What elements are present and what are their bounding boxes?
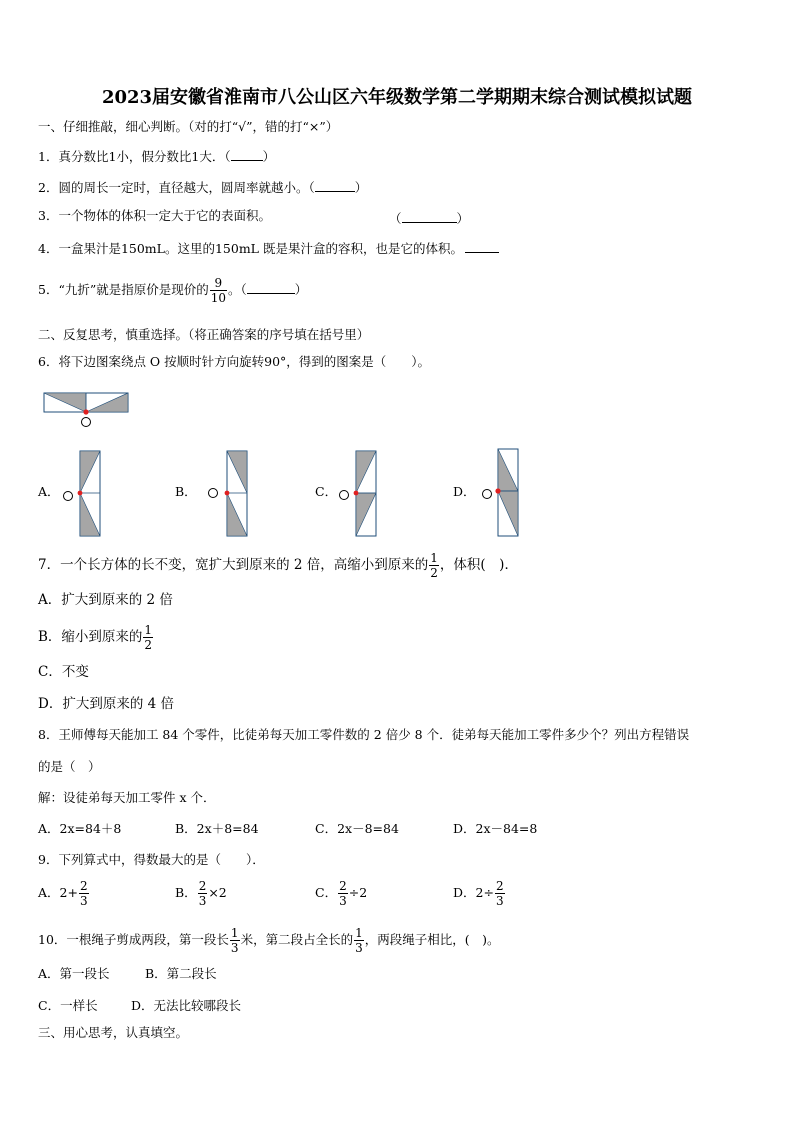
question-8-solution: 解：设徒弟每天加工零件 x 个．	[38, 790, 216, 805]
point-o-marker	[82, 418, 91, 427]
option-b-text: B．缩小到原来的	[38, 629, 143, 645]
question-10-post: ，两段绳子相比，( )。	[364, 932, 500, 947]
question-4-text: 4．一盒果汁是150mL。这里的150mL 既是果汁盒的容积，也是它的体积。	[38, 241, 463, 256]
point-o-marker	[209, 489, 218, 498]
question-7-option-a[interactable]: A．扩大到原来的 2 倍	[38, 592, 173, 608]
question-7-post: ，体积( )．	[439, 557, 518, 573]
question-8-option-d[interactable]: D．2x－84=8	[453, 821, 538, 836]
option-c-label[interactable]: C．	[315, 484, 338, 499]
question-9-option-b[interactable]	[175, 880, 227, 907]
question-5-post: 。（	[228, 282, 247, 297]
original-pattern-figure	[42, 391, 130, 431]
fraction-numerator: 2	[495, 879, 504, 893]
question-7	[38, 552, 518, 579]
fraction-denominator: 2	[430, 566, 438, 580]
fraction-denominator: 3	[79, 894, 88, 908]
answer-blank-2[interactable]	[315, 179, 355, 192]
fraction-denominator: 10	[210, 291, 227, 305]
fraction-denominator: 3	[230, 941, 239, 955]
option-c-figure[interactable]	[336, 449, 382, 539]
rotation-center-point	[78, 491, 83, 496]
fraction-numerator: 9	[214, 276, 223, 290]
option-d-label[interactable]: D．	[453, 484, 476, 499]
fraction-denominator: 3	[495, 894, 504, 908]
fraction-numerator: 2	[339, 879, 347, 893]
option-b-figure[interactable]	[205, 449, 251, 539]
question-7-option-b[interactable]	[38, 624, 154, 651]
fraction-numerator: 1	[355, 926, 363, 940]
question-9-text: 9．下列算式中，得数最大的是（ ）．	[38, 852, 265, 867]
question-7-option-d[interactable]: D．扩大到原来的 4 倍	[38, 696, 174, 712]
question-9-option-d[interactable]	[453, 880, 506, 907]
option-suffix: ×2	[208, 885, 227, 900]
question-2	[38, 179, 367, 195]
question-5-text: 5．“九折”就是指原价是现价的	[38, 282, 209, 297]
rotation-center-point	[354, 491, 359, 496]
option-d-figure[interactable]	[476, 447, 522, 539]
question-5-close: ）	[294, 282, 308, 297]
section1-heading: 一、仔细推敲，细心判断。（对的打“√”，错的打“×”）	[38, 119, 339, 134]
fraction-two-thirds	[198, 880, 208, 907]
fraction-one-half	[143, 624, 153, 651]
question-8-option-b[interactable]: B．2x＋8=84	[175, 821, 259, 836]
question-1	[38, 148, 275, 164]
question-3	[38, 210, 271, 223]
fraction-denominator: 3	[355, 941, 363, 955]
question-2-close: ）	[354, 180, 368, 195]
fraction-numerator: 1	[230, 926, 239, 940]
question-3-text: 3．一个物体的体积一定大于它的表面积。	[38, 208, 271, 223]
answer-blank-5[interactable]	[247, 281, 295, 294]
question-10-text: 10．一根绳子剪成两段，第一段长	[38, 932, 229, 947]
fraction-denominator: 3	[198, 894, 207, 908]
question-3-close: ）	[456, 211, 470, 226]
answer-blank-3[interactable]	[402, 210, 457, 223]
point-o-marker	[64, 492, 73, 501]
question-10-option-a[interactable]: A．第一段长	[38, 966, 110, 981]
question-9-option-a[interactable]	[38, 880, 90, 907]
question-10	[38, 927, 499, 954]
option-a-figure[interactable]	[60, 449, 106, 539]
option-text: D．2÷	[453, 885, 494, 900]
question-8-option-c[interactable]: C．2x－8=84	[315, 821, 399, 836]
question-9-option-c[interactable]	[315, 880, 367, 907]
question-10-option-d[interactable]: D．无法比较哪段长	[131, 998, 242, 1013]
question-1-close: ）	[262, 149, 276, 164]
fraction-two-thirds	[338, 880, 348, 907]
point-o-marker	[340, 491, 349, 500]
question-1-text: 1．真分数比1小，假分数比1大．（	[38, 149, 231, 164]
rotation-center-point	[83, 409, 88, 414]
question-10-mid: 米，第二段占全长的	[240, 932, 354, 947]
page-title: 2023届安徽省淮南市八公山区六年级数学第二学期期末综合测试模拟试题	[101, 87, 693, 108]
option-suffix: ÷2	[348, 885, 368, 900]
section3-heading: 三、用心思考，认真填空。	[38, 1025, 189, 1040]
rotation-center-point	[495, 488, 500, 493]
section2-heading: 二、反复思考，慎重选择。（将正确答案的序号填在括号里）	[38, 327, 370, 342]
question-7-text: 7．一个长方体的长不变，宽扩大到原来的 2 倍，高缩小到原来的	[38, 557, 429, 573]
question-8-option-a[interactable]: A．2x=84＋8	[38, 821, 122, 836]
option-text: B．	[175, 885, 197, 900]
fraction-one-third	[354, 927, 364, 954]
option-text: A．2+	[38, 885, 78, 900]
question-10-option-c[interactable]: C．一样长	[38, 998, 98, 1013]
rotation-center-point	[225, 491, 230, 496]
question-2-text: 2．圆的周长一定时，直径越大，圆周率就越小。（	[38, 180, 315, 195]
fraction-numerator: 2	[198, 879, 207, 893]
option-a-label[interactable]: A．	[38, 484, 60, 499]
question-4	[38, 240, 499, 256]
fraction-one-third	[230, 927, 240, 954]
fraction-numerator: 1	[430, 551, 438, 565]
option-b-label[interactable]: B．	[175, 484, 197, 499]
option-text: C．	[315, 885, 338, 900]
question-8-line2: 的是（ ）	[38, 759, 101, 774]
fraction-numerator: 1	[144, 623, 153, 637]
question-7-option-c[interactable]: C．不变	[38, 664, 89, 680]
fraction-denominator: 2	[144, 638, 153, 652]
fraction-denominator: 3	[339, 894, 347, 908]
question-5	[38, 277, 307, 304]
answer-blank-4[interactable]	[465, 240, 499, 253]
fraction-nine-tenths	[210, 277, 227, 304]
answer-blank-1[interactable]	[231, 148, 263, 161]
question-8-line1: 8．王师傅每天能加工 84 个零件，比徒弟每天加工零件数的 2 倍少 8 个．徒弟每天能加工零件多少个？列出方程错误	[38, 727, 690, 742]
question-3-open: （	[389, 211, 402, 226]
fraction-one-half	[429, 552, 439, 579]
fraction-numerator: 2	[79, 879, 88, 893]
question-10-option-b[interactable]: B．第二段长	[145, 966, 217, 981]
point-o-marker	[483, 490, 492, 499]
question-6-text: 6．将下边图案绕点 O 按顺时针方向旋转90°，得到的图案是（ ）。	[38, 354, 431, 369]
fraction-two-thirds	[79, 880, 89, 907]
question-3-answer	[389, 210, 469, 226]
fraction-two-thirds	[495, 880, 505, 907]
